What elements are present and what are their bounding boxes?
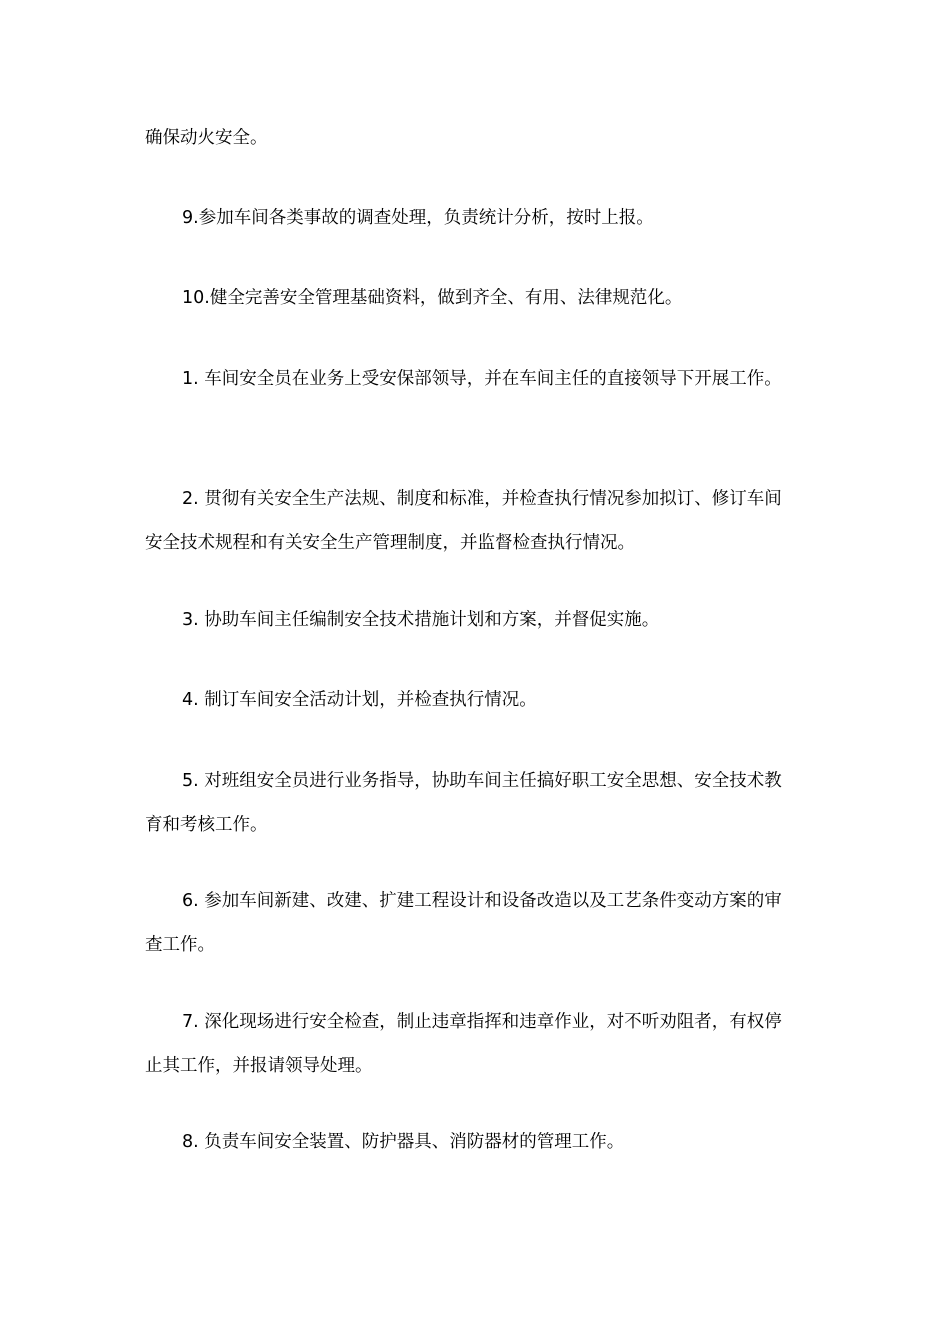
paragraph-item-1: 1. 车间安全员在业务上受安保部领导，并在车间主任的直接领导下开展工作。 — [182, 369, 782, 389]
paragraph-item-2: 2. 贯彻有关安全生产法规、制度和标准，并检查执行情况参加拟订、修订车间安全技术规程和有关安全生产管理制度，并监督检查执行情况。 — [145, 489, 782, 553]
paragraph-item-9: 9.参加车间各类事故的调查处理，负责统计分析，按时上报。 — [182, 208, 654, 228]
paragraph-item-4: 4. 制订车间安全活动计划，并检查执行情况。 — [182, 690, 537, 710]
paragraph-item-10: 10.健全完善安全管理基础资料，做到齐全、有用、法律规范化。 — [182, 288, 683, 308]
paragraph-item-5: 5. 对班组安全员进行业务指导，协助车间主任搞好职工安全思想、安全技术教育和考核工作。 — [145, 771, 782, 835]
paragraph-item-7: 7. 深化现场进行安全检查，制止违章指挥和违章作业，对不听劝阻者，有权停止其工作，并报请领导处理。 — [145, 1012, 782, 1076]
paragraph-item-6: 6. 参加车间新建、改建、扩建工程设计和设备改造以及工艺条件变动方案的审查工作。 — [145, 891, 782, 955]
paragraph-continuation: 确保动火安全。 — [145, 128, 268, 148]
paragraph-item-8: 8. 负责车间安全装置、防护器具、消防器材的管理工作。 — [182, 1132, 625, 1152]
paragraph-item-3: 3. 协助车间主任编制安全技术措施计划和方案，并督促实施。 — [182, 610, 660, 630]
